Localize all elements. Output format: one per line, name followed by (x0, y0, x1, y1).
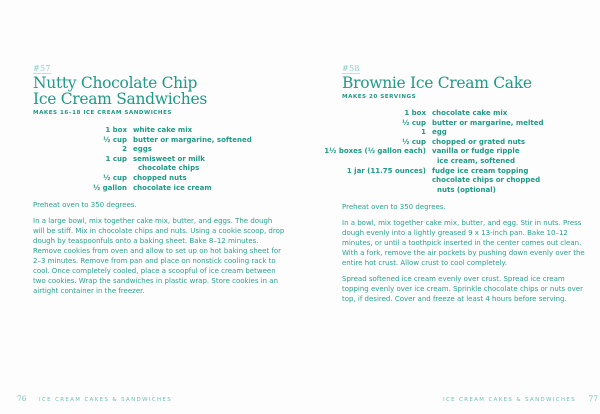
ingredient-row (300, 128, 543, 138)
ingredient-item-continuation: chocolate chips (138, 164, 200, 173)
ingredient-quantity: ½ cup (402, 118, 426, 127)
ingredient-quantity: 1 (421, 128, 426, 137)
ingredient-quantity (300, 176, 432, 195)
direction-paragraph: Preheat oven to 350 degrees. (33, 201, 137, 209)
direction-paragraph: In a bowl, mix together cake mix, butter, and egg. Stir in nuts. Press dough evenly into a lightly greased 9 x 13-inch pan. Bake 10–12 minutes, or until a toothpick inserted in the center comes out clean. With a fork, remove the air pockets by pushing down evenly over the entire hot crust. Allow crust to cool completely. (342, 218, 585, 267)
ingredient-item-continuation: ice cream, softened (437, 156, 516, 165)
ingredient-row (300, 109, 543, 119)
ingredient-item: chopped nuts (133, 173, 187, 182)
recipe-yield: MAKES 20 SERVINGS (342, 94, 417, 100)
ingredient-quantity: ½ cup (103, 173, 127, 182)
ingredient-quantity: ½ cup (103, 135, 127, 144)
ingredient-quantity: 1 box (105, 126, 127, 134)
ingredient-row (300, 167, 543, 177)
ingredient-row (0, 145, 252, 155)
ingredient-item: chopped or grated nuts (432, 137, 526, 146)
ingredient-row (0, 136, 252, 146)
recipe-number: #57 (33, 64, 51, 73)
right-page (300, 0, 600, 414)
direction-paragraph: Spread softened ice cream evenly over crust. Spread ice cream topping evenly over ice cream. Sprinkle chocolate chips or nuts over top, if desired. Cover and freeze at least 4 hours before serving. (342, 274, 583, 303)
ingredient-item: butter or margarine, melted (432, 118, 544, 127)
recipe-title (342, 75, 532, 91)
ingredient-item: chocolate cake mix (432, 109, 508, 117)
ingredient-row (0, 184, 252, 194)
ingredient-row (300, 138, 543, 148)
ingredient-row (300, 119, 543, 129)
ingredient-quantity: 1 box (404, 109, 426, 117)
recipe-title (33, 75, 207, 107)
page-number: 77 (588, 394, 599, 403)
ingredient-quantity: ½ gallon (92, 183, 127, 192)
ingredient-item (133, 155, 205, 174)
section-title: ICE CREAM CAKES & SANDWICHES (39, 397, 173, 403)
ingredient-row (0, 126, 252, 136)
direction-paragraph: In a large bowl, mix together cake mix, butter, and eggs. The dough will be stiff. Mix in chocolate chips and nuts. Using a cookie scoop, drop dough by teaspoonfuls onto a baking sheet. Bake 8–12 minutes. Remove cookies from oven and allow to set up on hot baking sheet for 2–3 minutes. Remove from pan and place on nonstick cooling rack to cool. Once completely cooled, place a scoopful of ice cream between two cookies. Wrap the sandwiches in plastic wrap. Store cookies in an airtight container in the freezer. (33, 216, 285, 296)
ingredient-item: egg (432, 128, 447, 137)
ingredient-item: chocolate ice cream (133, 183, 212, 192)
ingredients-list (300, 109, 543, 195)
ingredient-item-text: vanilla or fudge ripple (432, 147, 520, 156)
ingredients-list (0, 126, 252, 193)
page-footer (443, 394, 598, 403)
ingredient-quantity: 1 jar (11.75 ounces) (346, 166, 426, 175)
ingredient-row (0, 155, 252, 174)
ingredient-item: eggs (133, 145, 152, 154)
recipe-yield: MAKES 16–18 ICE CREAM SANDWICHES (33, 110, 172, 116)
recipe-title-line-1: Brownie Ice Cream Cake (342, 74, 532, 92)
ingredient-quantity: 2 (122, 145, 127, 154)
directions (342, 202, 592, 309)
ingredient-item-text: semisweet or milk (133, 154, 205, 163)
direction-paragraph: Preheat oven to 350 degrees. (342, 203, 446, 211)
ingredient-item: white cake mix (133, 126, 193, 134)
ingredient-quantity: 1½ boxes (½ gallon each) (324, 147, 426, 156)
recipe-title-line-1: Nutty Chocolate Chip (33, 74, 198, 92)
ingredient-item (432, 147, 520, 166)
page-number: 76 (17, 394, 27, 403)
ingredient-row (300, 176, 543, 195)
directions (33, 200, 285, 302)
section-title: ICE CREAM CAKES & SANDWICHES (443, 397, 577, 403)
recipe-number: #58 (342, 64, 360, 73)
ingredient-row (0, 174, 252, 184)
page-footer (17, 394, 172, 403)
ingredient-quantity: 1 cup (105, 154, 127, 163)
ingredient-item: fudge ice cream topping (432, 166, 529, 175)
ingredient-item-text: chocolate chips or chopped (432, 176, 541, 185)
ingredient-item-continuation: nuts (optional) (437, 185, 496, 194)
ingredient-item (432, 176, 540, 195)
ingredient-quantity: ½ cup (402, 137, 426, 146)
ingredient-item: butter or margarine, softened (133, 135, 252, 144)
recipe-title-line-2: Ice Cream Sandwiches (33, 90, 207, 108)
ingredient-row (300, 147, 543, 166)
